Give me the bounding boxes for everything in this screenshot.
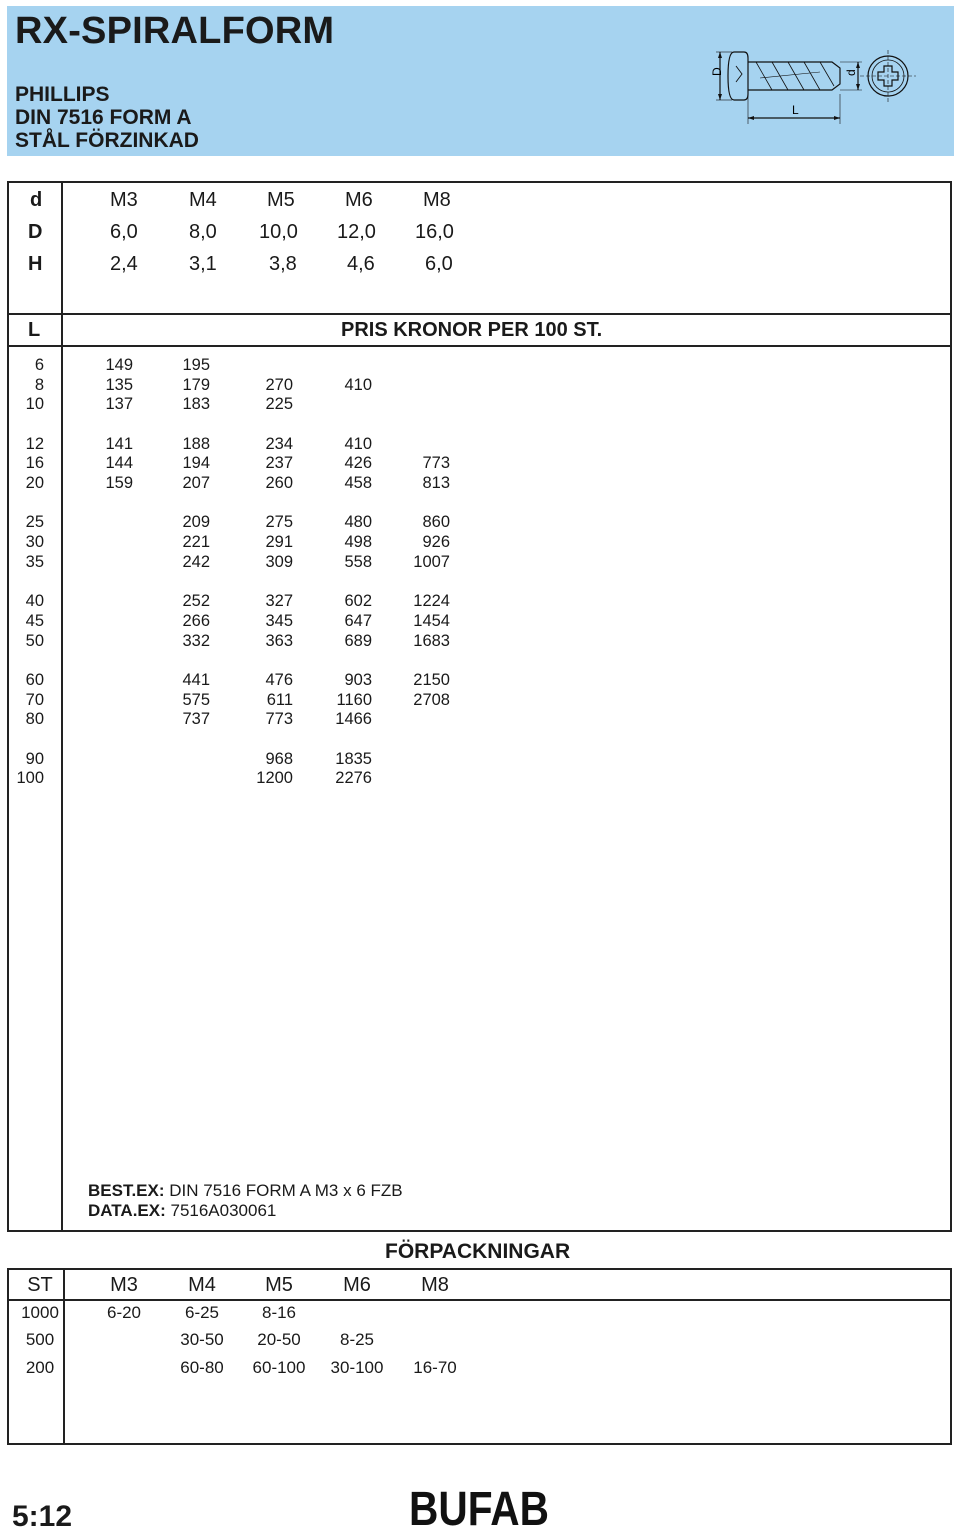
subtitle-line-2: DIN 7516 FORM A (15, 106, 192, 129)
price-cell-m6: 602 (344, 592, 372, 611)
dim-H-m4: 3,1 (189, 253, 217, 275)
price-cell-m6: 1835 (335, 749, 372, 768)
column-divider (61, 181, 63, 1232)
dim-label-D: D (28, 221, 43, 243)
length-cell: 8 (34, 375, 44, 394)
price-cell-m5: 234 (265, 434, 293, 453)
price-cell-m4: 207 (182, 474, 210, 493)
packaging-quantity: 200 (25, 1358, 55, 1377)
price-cell-m3: 149 (105, 356, 133, 374)
length-cell: 80 (25, 710, 44, 729)
price-cell-m8: 926 (422, 533, 450, 552)
price-cell-m3: 141 (105, 434, 133, 453)
packaging-range: 60-100 (252, 1358, 306, 1377)
price-cell-m5: 476 (265, 670, 293, 689)
price-cell-m4: 332 (182, 631, 210, 650)
data-example-value: 7516A030061 (165, 1201, 277, 1220)
bufab-logo (408, 1483, 550, 1534)
dim-H-m3: 2,4 (110, 253, 138, 275)
dim-d-m6: M6 (345, 189, 373, 211)
price-cell-m8: 773 (422, 454, 450, 473)
length-cell: 100 (16, 769, 44, 788)
packaging-header-m5: M5 (265, 1274, 293, 1296)
logo-text: BUFAB (409, 1483, 549, 1534)
price-cell-m6: 647 (344, 611, 372, 630)
packaging-range: 60-80 (180, 1358, 224, 1377)
price-cell-m6: 558 (344, 552, 372, 571)
price-cell-m4: 209 (182, 513, 210, 532)
dim-d-m3: M3 (110, 189, 138, 211)
dim-H-m5: 3,8 (269, 253, 297, 275)
packaging-quantity: 500 (25, 1330, 55, 1349)
price-cell-m4: 188 (182, 434, 210, 453)
price-cell-m8: 1007 (413, 552, 450, 571)
price-cell-m6: 498 (344, 533, 372, 552)
length-cell: 90 (25, 749, 44, 768)
length-cell: 16 (25, 454, 44, 473)
packaging-header-m8: M8 (421, 1274, 449, 1296)
packaging-range: 8-16 (261, 1303, 297, 1322)
packaging-range: 6-25 (184, 1303, 220, 1322)
packaging-range: 30-50 (180, 1330, 224, 1349)
length-header: L (28, 319, 41, 341)
price-cell-m8: 813 (422, 474, 450, 493)
price-cell-m5: 611 (266, 690, 293, 709)
price-cell-m6: 458 (344, 474, 372, 493)
price-cell-m8: 1454 (413, 611, 450, 630)
label-D: D (710, 67, 724, 76)
price-cell-m5: 345 (265, 611, 293, 630)
screw-drawing (710, 38, 940, 128)
price-cell-m4: 737 (182, 710, 210, 729)
dim-label-d: d (30, 189, 43, 211)
price-cell-m5: 275 (265, 513, 293, 532)
length-cell: 20 (25, 474, 44, 493)
dim-D-m8: 16,0 (415, 221, 454, 243)
price-cell-m6: 689 (344, 631, 372, 650)
dim-d-m8: M8 (423, 189, 451, 211)
length-cell: 25 (25, 513, 44, 532)
price-cell-m4: 179 (182, 375, 210, 394)
packaging-range: 16-70 (413, 1358, 457, 1377)
price-cell-m8: 2708 (413, 690, 450, 709)
length-cell: 12 (25, 434, 44, 453)
price-cell-m5: 327 (265, 592, 293, 611)
label-d: d (844, 69, 858, 76)
dim-D-m6: 12,0 (337, 221, 376, 243)
price-cell-m4: 575 (182, 690, 210, 709)
price-cell-m5: 968 (265, 749, 293, 768)
packaging-range: 8-25 (339, 1330, 375, 1349)
length-cell: 6 (34, 356, 44, 374)
dim-D-m4: 8,0 (189, 221, 217, 243)
length-cell: 45 (25, 611, 44, 630)
data-example-label: DATA.EX: (88, 1201, 166, 1220)
price-cell-m6: 426 (344, 454, 372, 473)
price-cell-m8: 1683 (413, 631, 450, 650)
length-cell: 40 (25, 592, 44, 611)
row-divider (7, 345, 952, 347)
price-cell-m6: 903 (344, 670, 372, 689)
length-cell: 35 (25, 552, 44, 571)
dim-d-m4: M4 (189, 189, 217, 211)
price-cell-m5: 260 (265, 474, 293, 493)
price-header: PRIS KRONOR PER 100 ST. (341, 319, 603, 341)
dim-d-m5: M5 (267, 189, 295, 211)
price-cell-m4: 242 (182, 552, 210, 571)
price-cell-m5: 773 (265, 710, 293, 729)
price-cell-m5: 225 (265, 395, 293, 414)
packaging-range: 6-20 (106, 1303, 142, 1322)
packaging-header-divider (7, 1299, 952, 1301)
page-number: 5:12 (12, 1500, 73, 1533)
price-cell-m5: 237 (265, 454, 293, 473)
dim-D-m3: 6,0 (110, 221, 138, 243)
price-cell-m5: 363 (265, 631, 293, 650)
dim-D-m5: 10,0 (259, 221, 298, 243)
price-cell-m6: 410 (344, 375, 372, 394)
price-cell-m6: 1466 (335, 710, 372, 729)
price-cell-m4: 252 (182, 592, 210, 611)
price-cell-m5: 1200 (256, 769, 293, 788)
packaging-quantity: 1000 (21, 1303, 59, 1322)
price-cell-m4: 266 (182, 611, 210, 630)
label-L: L (792, 103, 799, 117)
subtitle-line-3: STÅL FÖRZINKAD (15, 129, 199, 152)
packaging-title: FÖRPACKNINGAR (385, 1240, 571, 1263)
dim-label-H: H (28, 253, 43, 275)
order-example (88, 1181, 403, 1201)
dim-H-m6: 4,6 (347, 253, 375, 275)
dim-H-m8: 6,0 (425, 253, 453, 275)
price-cell-m6: 2276 (335, 769, 372, 788)
length-cell: 70 (25, 690, 44, 709)
price-cell-m3: 159 (105, 474, 133, 493)
data-example (88, 1201, 276, 1221)
page-title: RX-SPIRALFORM (15, 10, 335, 52)
price-cell-m8: 860 (422, 513, 450, 532)
packaging-header-m3: M3 (110, 1274, 138, 1296)
length-cell: 30 (25, 533, 44, 552)
price-cell-m6: 480 (344, 513, 372, 532)
price-cell-m8: 2150 (413, 670, 450, 689)
price-cell-m3: 135 (105, 375, 133, 394)
price-cell-m3: 144 (105, 454, 133, 473)
price-cell-m5: 270 (265, 375, 293, 394)
price-cell-m6: 1160 (336, 690, 372, 709)
length-cell: 60 (25, 670, 44, 689)
packaging-header-st: ST (27, 1274, 53, 1296)
subtitle-line-1: PHILLIPS (15, 83, 110, 106)
price-cell-m6: 410 (344, 434, 372, 453)
order-example-label: BEST.EX: (88, 1181, 165, 1200)
price-cell-m4: 183 (182, 395, 210, 414)
length-cell: 50 (25, 631, 44, 650)
price-cell-m5: 309 (265, 552, 293, 571)
row-divider (7, 313, 952, 315)
packaging-range: 20-50 (257, 1330, 301, 1349)
price-cell-m3: 137 (105, 395, 133, 414)
price-cell-m8: 1224 (413, 592, 450, 611)
price-cell-m4: 195 (182, 356, 210, 374)
order-example-value: DIN 7516 FORM A M3 x 6 FZB (164, 1181, 403, 1200)
price-cell-m4: 441 (182, 670, 210, 689)
price-cell-m4: 194 (182, 454, 210, 473)
price-cell-m5: 291 (265, 533, 293, 552)
packaging-header-m6: M6 (343, 1274, 371, 1296)
length-cell: 10 (25, 395, 44, 414)
packaging-range: 30-100 (330, 1358, 384, 1377)
packaging-header-m4: M4 (188, 1274, 216, 1296)
price-cell-m4: 221 (182, 533, 210, 552)
